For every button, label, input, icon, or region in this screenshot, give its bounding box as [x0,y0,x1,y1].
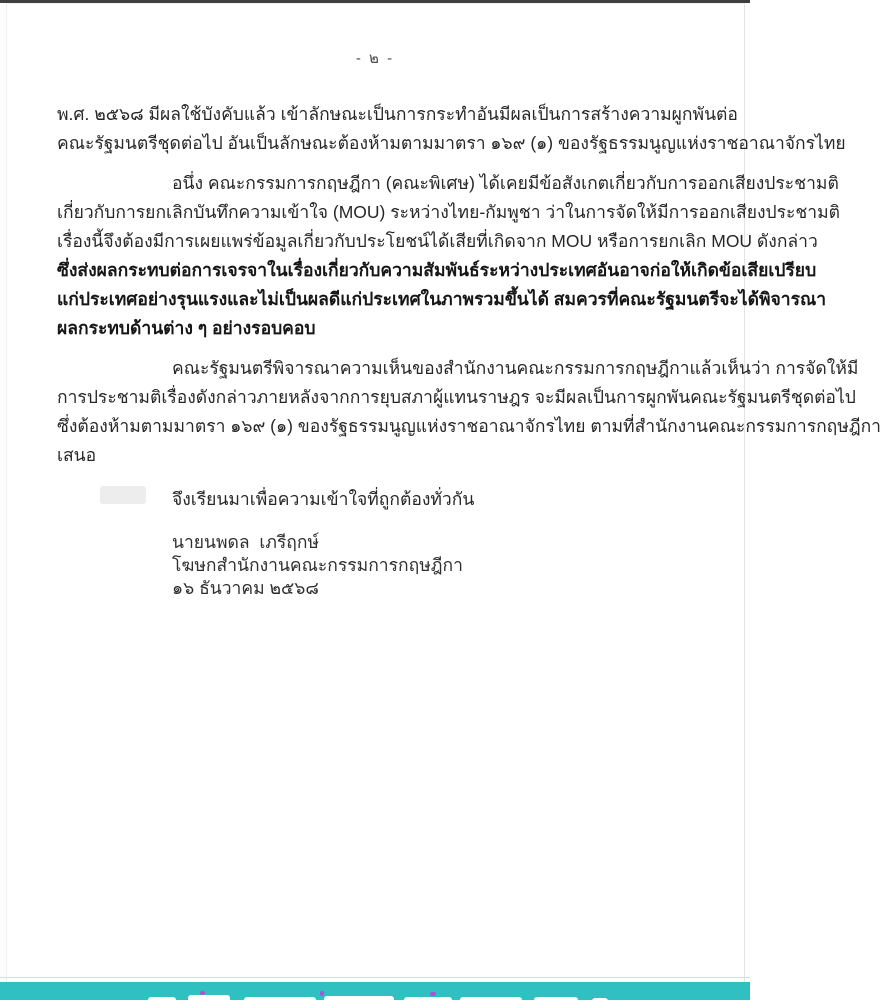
text-line: คณะรัฐมนตรีพิจารณาความเห็นของสำนักงานคณะกรรมการกฤษฎีกาแล้วเห็นว่า การจัดให้มี [172,358,859,378]
text-line-emphasis: ซึ่งส่งผลกระทบต่อการเจรจาในเรื่องเกี่ยวกับความสัมพันธ์ระหว่างประเทศอันอาจก่อให้เกิดข้อเสียเปรียบ [57,260,817,280]
text-line: อนึ่ง คณะกรรมการกฤษฎีกา (คณะพิเศษ) ได้เคยมีข้อสังเกตเกี่ยวกับการออกเสียงประชามติ [172,173,839,193]
footer-banner [0,982,750,1000]
text-line: เสนอ [57,445,97,465]
signature-block [57,528,689,600]
signature-name: นายนพดล เภรีฤกษ์ [172,532,319,552]
signature-title: โฆษกสำนักงานคณะกรรมการกฤษฎีกา [172,555,463,575]
text-line: พ.ศ. ๒๕๖๘ มีผลใช้บังคับแล้ว เข้าลักษณะเป็นการกระทำอันมีผลเป็นการสร้างความผูกพันต่อ [57,104,738,124]
text-line: เรื่องนี้จึงต้องมีการเผยแพร่ข้อมูลเกี่ยวกับประโยชน์ได้เสียที่เกิดจาก MOU หรือการยกเลิก MOU ดังกล่าว [57,231,818,251]
text-line: จึงเรียนมาเพื่อความเข้าใจที่ถูกต้องทั่วกัน [172,489,475,509]
paragraph-continuation [57,100,846,158]
closing-statement [57,485,689,514]
text-line: คณะรัฐมนตรีชุดต่อไป อันเป็นลักษณะต้องห้ามตามมาตรา ๑๖๙ (๑) ของรัฐธรรมนูญแห่งราชอาณาจักรไทย [57,133,846,153]
letter-body [57,100,881,600]
paragraph-remark [57,169,841,343]
scan-artifact [100,486,146,504]
paragraph-resolution [57,354,881,470]
text-line: เกี่ยวกับการยกเลิกบันทึกความเข้าใจ (MOU) ระหว่างไทย-กัมพูชา ว่าในการจัดให้มีการออกเสียงประชามติ [57,202,841,222]
page-bottom-edge [0,977,750,978]
text-line-emphasis: แก่ประเทศอย่างรุนแรงและไม่เป็นผลดีแก่ประเทศในภาพรวมขึ้นได้ สมควรที่คณะรัฐมนตรีจะได้พิจารณา [57,289,827,309]
text-line: การประชามติเรื่องดังกล่าวภายหลังจากการยุบสภาผู้แทนราษฎร จะมีผลเป็นการผูกพันคณะรัฐมนตรีชุดต่อไป [57,387,856,407]
text-line-emphasis: ผลกระทบด้านต่าง ๆ อย่างรอบคอบ [57,318,316,338]
page-number: - ๒ - [355,50,395,67]
signature-date: ๑๖ ธันวาคม ๒๕๖๘ [172,578,319,598]
text-line: ซึ่งต้องห้ามตามมาตรา ๑๖๙ (๑) ของรัฐธรรมนูญแห่งราชอาณาจักรไทย ตามที่สำนักงานคณะกรรมการกฤษฎีกา [57,416,881,436]
footer-banner-text-clipped [148,992,618,1002]
